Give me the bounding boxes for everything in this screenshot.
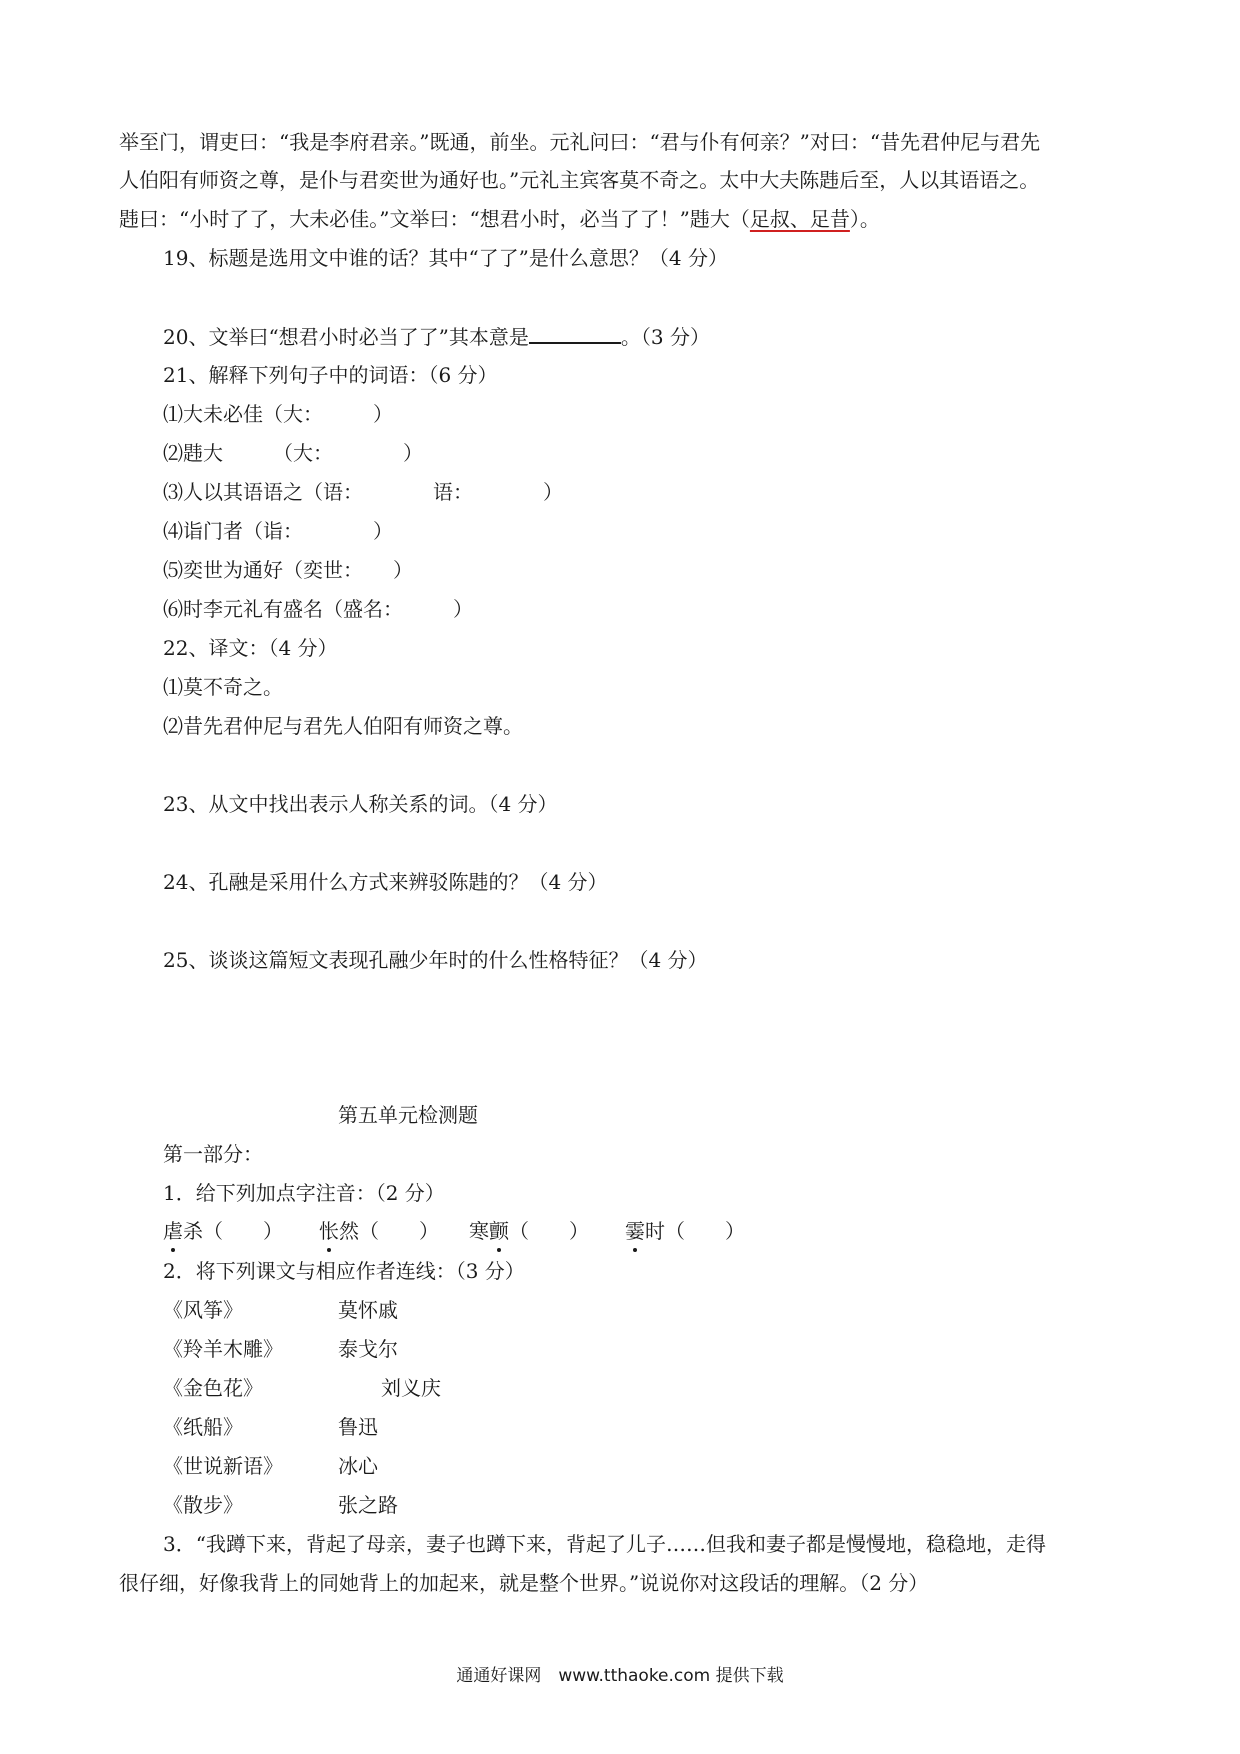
dotted-char: 怅 xyxy=(319,1219,339,1243)
question-21-item-3: ⑶人以其语语之（语： 语： ） xyxy=(163,480,563,504)
unit5-question-2: 2．将下列课文与相应作者连线：（3 分） xyxy=(163,1259,525,1283)
question-20 xyxy=(163,322,710,351)
unit5-question-3-line-1: 3．“我蹲下来，背起了母亲，妻子也蹲下来，背起了儿子……但我和妻子都是慢慢地，稳稳地，走得 xyxy=(163,1532,1046,1556)
question-22-item-2: ⑵昔先君仲尼与君先人伯阳有师资之尊。 xyxy=(163,714,523,738)
question-25: 25、谈谈这篇短文表现孔融少年时的什么性格特征？（4 分） xyxy=(163,948,708,972)
author-name: 张之路 xyxy=(338,1493,398,1517)
author-name: 刘义庆 xyxy=(381,1376,441,1400)
pinyin-items xyxy=(163,1217,745,1245)
passage-line-3-text: 韪曰：“小时了了，大未必佳。”文举曰：“想君小时，必当了了！”韪大（ xyxy=(119,207,750,231)
dotted-char: 霎 xyxy=(625,1219,645,1243)
question-23: 23、从文中找出表示人称关系的词。（4 分） xyxy=(163,792,558,816)
passage-line-2: 人伯阳有师资之尊，是仆与君奕世为通好也。”元礼主宾客莫不奇之。太中大夫陈韪后至，人以其语语之。 xyxy=(119,168,1040,192)
work-title: 《金色花》 xyxy=(163,1376,263,1400)
question-24: 24、孔融是采用什么方式来辨驳陈韪的？（4 分） xyxy=(163,870,608,894)
question-20-text: 20、文举曰“想君小时必当了了”其本意是 xyxy=(163,325,529,349)
work-title: 《纸船》 xyxy=(163,1415,243,1439)
pinyin-item-text: 然（ ） xyxy=(339,1219,439,1243)
question-22-item-1: ⑴莫不奇之。 xyxy=(163,675,283,699)
pinyin-item-4 xyxy=(625,1219,745,1243)
section-title: 第五单元检测题 xyxy=(338,1103,478,1127)
pinyin-item-2 xyxy=(319,1219,439,1243)
pinyin-item-text: （ ） xyxy=(509,1219,589,1243)
unit5-question-3-line-2: 很仔细，好像我背上的同她背上的加起来，就是整个世界。”说说你对这段话的理解。（2 分） xyxy=(119,1571,929,1595)
question-21-item-4: ⑷诣门者（诣： ） xyxy=(163,519,393,543)
unit5-question-1: 1．给下列加点字注音：（2 分） xyxy=(163,1181,445,1205)
work-title: 《世说新语》 xyxy=(163,1454,283,1478)
question-21-item-6: ⑹时李元礼有盛名（盛名： ） xyxy=(163,597,473,621)
pinyin-item-prefix: 寒 xyxy=(469,1219,489,1243)
author-name: 冰心 xyxy=(338,1454,378,1478)
pinyin-item-text: 时（ ） xyxy=(645,1219,745,1243)
answer-blank xyxy=(529,322,621,344)
work-title: 《羚羊木雕》 xyxy=(163,1337,283,1361)
question-21-item-2: ⑵韪大 （大： ） xyxy=(163,441,423,465)
passage-line-1: 举至门，谓吏曰：“我是李府君亲。”既通，前坐。元礼问曰：“君与仆有何亲？”对曰：“昔先君仲尼与君先 xyxy=(119,130,1041,154)
work-title: 《风筝》 xyxy=(163,1298,243,1322)
dotted-char: 颤 xyxy=(489,1219,509,1243)
pinyin-item-text: 杀（ ） xyxy=(183,1219,283,1243)
question-21-item-1: ⑴大未必佳（大： ） xyxy=(163,402,393,426)
question-21-item-5: ⑸奕世为通好（奕世： ） xyxy=(163,558,413,582)
pinyin-item-3 xyxy=(469,1219,589,1243)
question-19: 19、标题是选用文中谁的话？其中“了了”是什么意思？（4 分） xyxy=(163,246,728,270)
question-20-score: 。（3 分） xyxy=(620,325,710,349)
annotated-answer: 足叔、足昔 xyxy=(749,207,850,231)
author-name: 莫怀戚 xyxy=(338,1298,398,1322)
page-footer: 通通好课网 www.tthaoke.com 提供下载 xyxy=(456,1666,784,1686)
dotted-char: 虐 xyxy=(163,1219,183,1243)
author-name: 鲁迅 xyxy=(338,1415,378,1439)
pinyin-item-1 xyxy=(163,1219,283,1243)
question-21: 21、解释下列句子中的词语：（6 分） xyxy=(163,363,498,387)
part-heading: 第一部分： xyxy=(163,1142,263,1166)
work-title: 《散步》 xyxy=(163,1493,243,1517)
passage-line-3-end: ）。 xyxy=(849,207,880,231)
author-name: 泰戈尔 xyxy=(338,1337,398,1361)
question-22: 22、译文：（4 分） xyxy=(163,636,338,660)
passage-line-3 xyxy=(119,205,880,233)
